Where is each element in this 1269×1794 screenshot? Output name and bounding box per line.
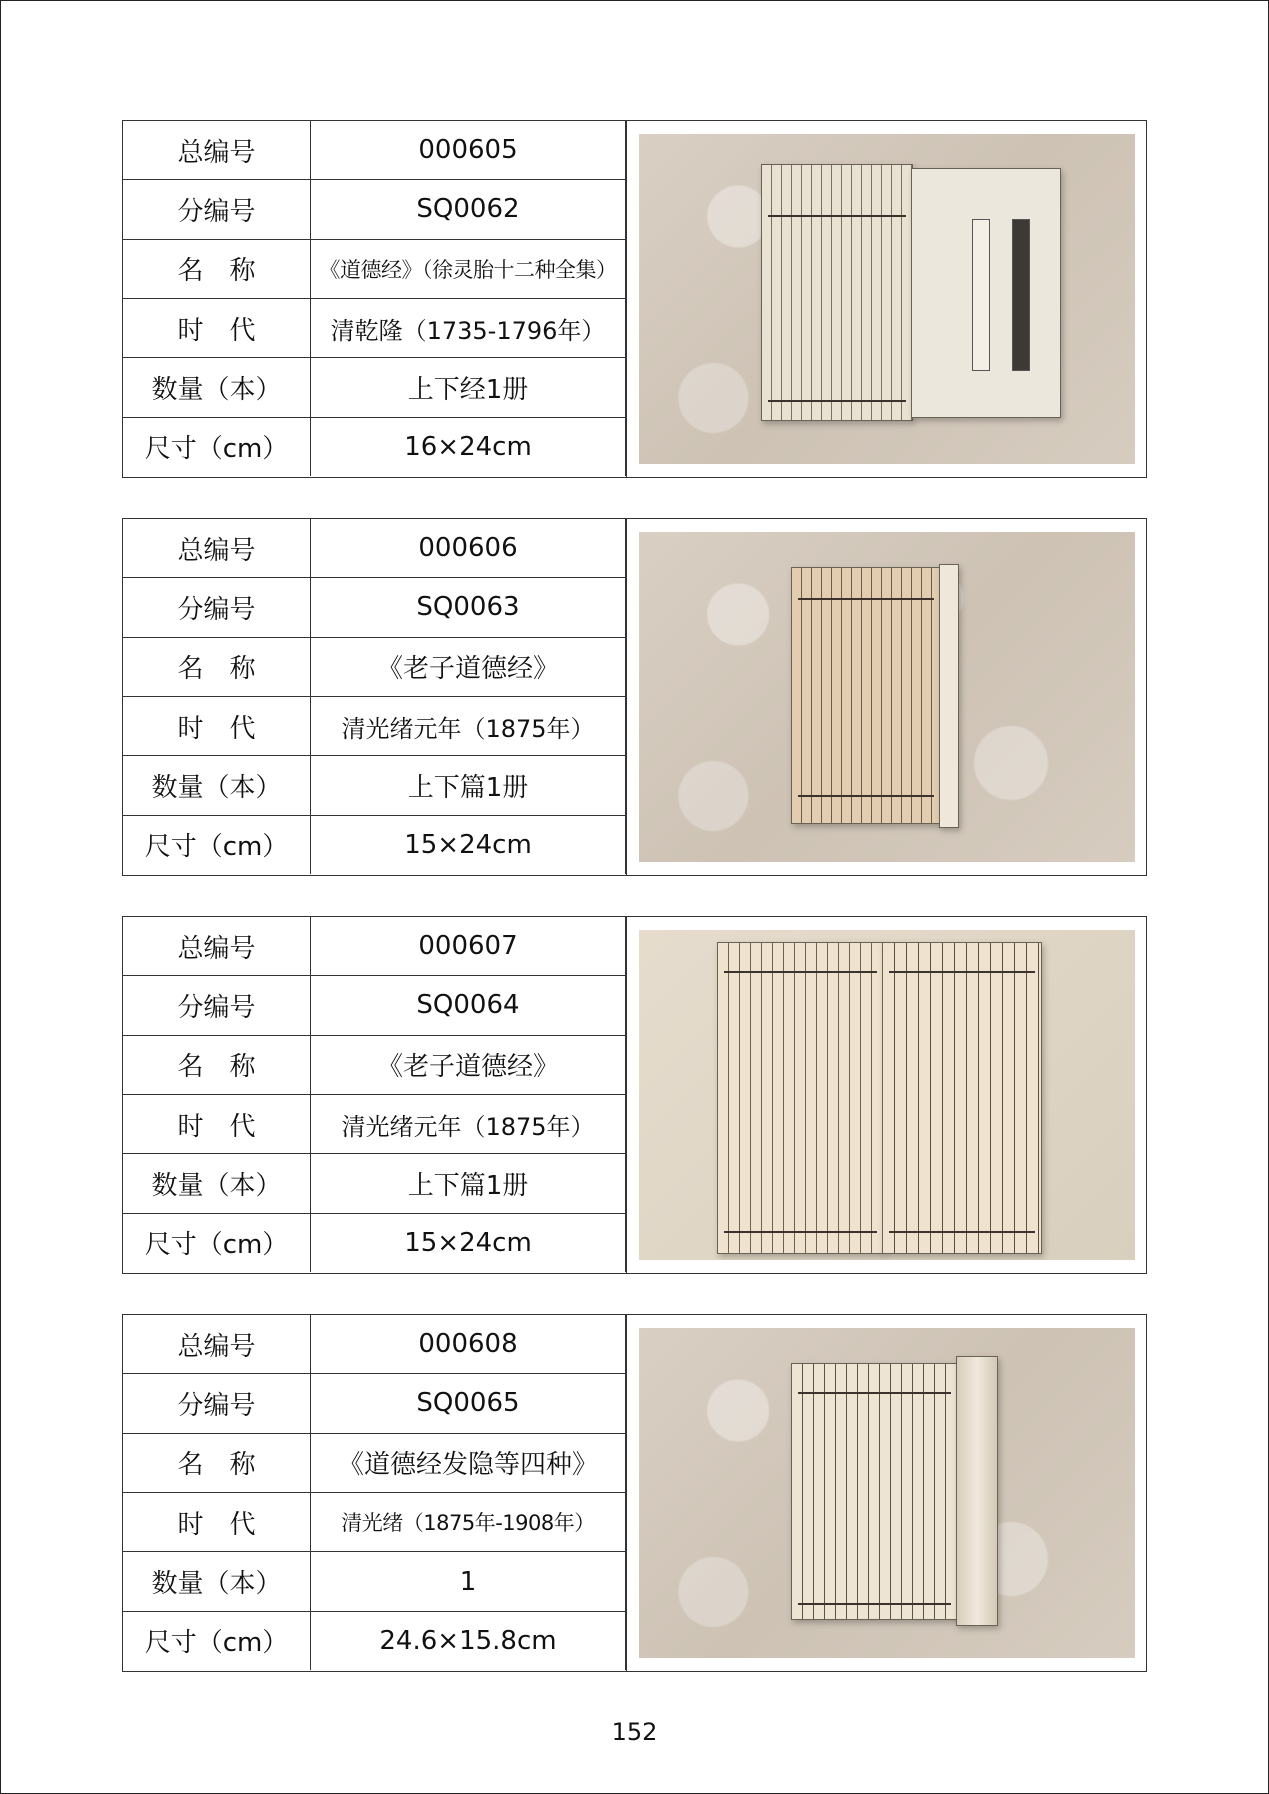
photo-cell (626, 121, 1146, 477)
value-total-no: 000608 (311, 1315, 626, 1374)
value-name: 《老子道德经》 (311, 637, 626, 696)
value-size: 16×24cm (311, 417, 626, 476)
value-total-no: 000607 (311, 917, 626, 976)
record-card (122, 120, 1147, 478)
label-total-no: 总编号 (123, 519, 311, 578)
book-photo (639, 532, 1135, 862)
label-name: 名 称 (123, 637, 311, 696)
label-sub-no: 分编号 (123, 1374, 311, 1433)
book-scroll-roll (956, 1356, 998, 1626)
book-page-right (882, 942, 1042, 1254)
book-page-left (717, 942, 884, 1254)
photo-cell (626, 917, 1146, 1273)
record-info-table (123, 917, 626, 1272)
label-quantity: 数量（本） (123, 756, 311, 815)
label-quantity: 数量（本） (123, 1552, 311, 1611)
record-info-table (123, 1315, 626, 1670)
record-card (122, 1314, 1147, 1672)
book-page (791, 567, 941, 824)
value-name: 《老子道德经》 (311, 1035, 626, 1094)
value-size: 24.6×15.8cm (311, 1611, 626, 1670)
value-name: 《道德经发隐等四种》 (311, 1433, 626, 1492)
label-quantity: 数量（本） (123, 1154, 311, 1213)
photo-cell (626, 1315, 1146, 1671)
value-total-no: 000605 (311, 121, 626, 180)
label-quantity: 数量（本） (123, 358, 311, 417)
label-era: 时 代 (123, 298, 311, 357)
label-era: 时 代 (123, 696, 311, 755)
record-card (122, 518, 1147, 876)
value-quantity: 1 (311, 1552, 626, 1611)
book-cover (911, 168, 1061, 418)
value-quantity: 上下经1册 (311, 358, 626, 417)
label-era: 时 代 (123, 1094, 311, 1153)
label-name: 名 称 (123, 1433, 311, 1492)
label-sub-no: 分编号 (123, 976, 311, 1035)
book-photo (639, 930, 1135, 1260)
label-size: 尺寸（cm） (123, 1611, 311, 1670)
book-page (791, 1363, 958, 1620)
value-sub-no: SQ0065 (311, 1374, 626, 1433)
value-era: 清光绪（1875年-1908年） (311, 1492, 626, 1551)
label-size: 尺寸（cm） (123, 417, 311, 476)
record-info-table (123, 121, 626, 476)
label-era: 时 代 (123, 1492, 311, 1551)
value-era: 清乾隆（1735-1796年） (311, 298, 626, 357)
label-total-no: 总编号 (123, 917, 311, 976)
page-number: 152 (611, 1718, 658, 1746)
book-spine (939, 564, 959, 828)
value-name: 《道德经》（徐灵胎十二种全集） (311, 239, 626, 298)
value-sub-no: SQ0064 (311, 976, 626, 1035)
value-era: 清光绪元年（1875年） (311, 1094, 626, 1153)
label-name: 名 称 (123, 1035, 311, 1094)
value-size: 15×24cm (311, 815, 626, 874)
label-size: 尺寸（cm） (123, 815, 311, 874)
book-page-left (761, 164, 913, 421)
label-total-no: 总编号 (123, 1315, 311, 1374)
value-sub-no: SQ0063 (311, 578, 626, 637)
photo-cell (626, 519, 1146, 875)
record-list (122, 120, 1147, 1712)
record-card (122, 916, 1147, 1274)
value-total-no: 000606 (311, 519, 626, 578)
value-era: 清光绪元年（1875年） (311, 696, 626, 755)
value-size: 15×24cm (311, 1213, 626, 1272)
book-photo (639, 1328, 1135, 1658)
value-quantity: 上下篇1册 (311, 1154, 626, 1213)
label-size: 尺寸（cm） (123, 1213, 311, 1272)
value-sub-no: SQ0062 (311, 180, 626, 239)
label-total-no: 总编号 (123, 121, 311, 180)
book-photo (639, 134, 1135, 464)
label-sub-no: 分编号 (123, 180, 311, 239)
label-name: 名 称 (123, 239, 311, 298)
value-quantity: 上下篇1册 (311, 756, 626, 815)
record-info-table (123, 519, 626, 874)
label-sub-no: 分编号 (123, 578, 311, 637)
